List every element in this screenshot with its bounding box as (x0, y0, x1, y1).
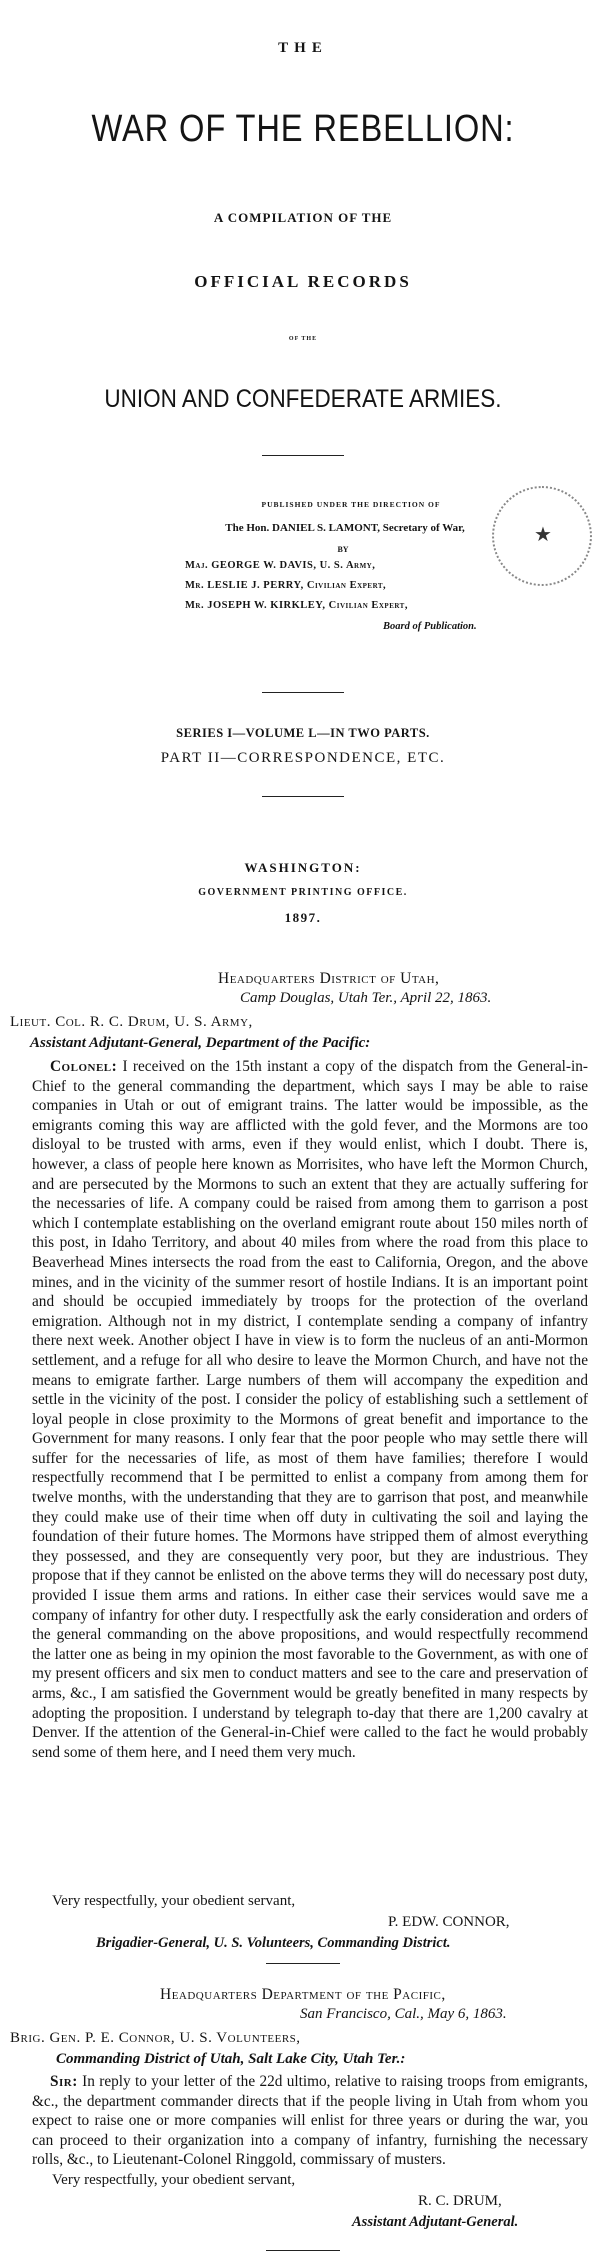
place-line: WASHINGTON: (244, 860, 362, 875)
letter1-place-date: Camp Douglas, Utah Ter., April 22, 1863. (240, 990, 492, 1006)
secretary-line: The Hon. DANIEL S. LAMONT, Secretary of War, (225, 522, 465, 534)
letter1-addressee: Lieut. Col. R. C. Drum, U. S. Army, (10, 1014, 253, 1030)
letter-separator (266, 1963, 340, 1964)
letter1-signature: P. EDW. CONNOR, (388, 1914, 510, 1930)
letter2-paragraph (32, 2072, 588, 2170)
letter2-addressee-title: Commanding District of Utah, Salt Lake City, Utah Ter.: (56, 2051, 406, 2067)
letter2-closing: Very respectfully, your obedient servant, (52, 2172, 296, 2188)
letter1-body-text: I received on the 15th instant a copy of the dispatch from the General-in-Chief to the general commanding the department, which says I may be able to raise companies in Utah or out of emigrant trains. The latter would be impossible, as the emigrants coming this way are afflicted with the gold fever, and the Mormons are too disloyal to be trusted with arms, even if they would enlist, which I doubt. There is, however, a class of people here known as Morrisites, who have left the Mormon Church, and are persecuted by the Mormons to such an extent that they are actually suffering for the necessaries of life. A company could be raised from among them to garrison a post which I contemplate establishing on the overland emigrant route about 150 miles north of this post, in Idaho Territory, and about 40 miles from where the road from this place to Beaverhead Mines intersects the road from the east to California, Oregon, and the above mines, and in the vicinity of the summer resort of hostile Indians. It is an important point and should be occupied immediately by troops for the protection of the overland emigration. Although not in my district, I contemplate sending a company of infantry there next week. Another object I have in view is to form the nucleus of an anti-Mormon settlement, and a refuge for all who desire to leave the Mormon Church, and have not the means to emigrate farther. Large numbers of them will accompany the expedition and settle in the vicinity of the post. I consider the policy of establishing such a settlement of loyal people in close proximity to the Mormons of great benefit and importance to the Government for many reasons. I only fear that the poor people who may settle there will suffer for the necessaries of life, as most of them have families; therefore I would respectfully recommend that I be permitted to enlist a company from among them for twelve months, with the understanding that they are to garrison that post, and meanwhile they could make use of their time when off duty in cultivating the soil and laying the foundation of their future homes. The Mormons have stripped them of almost everything they possessed, and they are consequently very poor, but they are industrious. They propose that if they cannot be enlisted on the above terms they will do necessary post duty, provided I issue them arms and rations. In either case their services would save me a company of infantry for other duty. I respectfully ask the early consideration and orders of the general commanding on the above propositions, and would respectfully recommend the latter one as being in my opinion the most favorable to the Government, as with one of my present officers and six men to conduct matters and see to the care and preservation of arms, &c., I am satisfied the Government would be greatly benefited in many respects by adopting the proposition. I understand by telegraph to-day that there are 1,200 cavalry at Denver. If the attention of the General-in-Chief were called to the fact he would probably send some of them here, and I need them very much. (32, 1058, 588, 1761)
title-rule-3 (262, 796, 344, 797)
letter1-closing: Very respectfully, your obedient servant, (52, 1893, 296, 1909)
editor-3: Mr. JOSEPH W. KIRKLEY, Civilian Expert, (185, 600, 408, 611)
board-of-publication: Board of Publication. (383, 621, 477, 632)
letter2-addressee: Brig. Gen. P. E. Connor, U. S. Volunteers, (10, 2030, 301, 2046)
series-line: SERIES I—VOLUME L—IN TWO PARTS. (176, 726, 430, 740)
armies-title: UNION AND CONFEDERATE ARMIES. (104, 385, 502, 413)
the-heading: THE (278, 40, 328, 56)
letter2-heading: Headquarters Department of the Pacific, (160, 1986, 446, 2003)
letter1-salutation: Colonel: (50, 1058, 118, 1075)
letter2-signature-title: Assistant Adjutant-General. (352, 2214, 519, 2230)
letter2-salutation: Sir: (50, 2073, 78, 2090)
title-rule (262, 455, 344, 456)
letter2-place-date: San Francisco, Cal., May 6, 1863. (300, 2006, 507, 2022)
letter1-heading: Headquarters District of Utah, (218, 970, 440, 987)
letter1-body (32, 1057, 588, 1887)
letter1-signature-title: Brigadier-General, U. S. Volunteers, Commanding District. (96, 1935, 451, 1951)
letter2-signature: R. C. DRUM, (418, 2193, 502, 2209)
title-rule-2 (262, 692, 344, 693)
letter1-paragraph (32, 1057, 588, 1762)
editor-1: Maj. GEORGE W. DAVIS, U. S. Army, (185, 560, 376, 571)
editor-2: Mr. LESLIE J. PERRY, Civilian Expert, (185, 580, 387, 591)
bottom-rule (266, 2250, 340, 2251)
letter1-addressee-title: Assistant Adjutant-General, Department of the Pacific: (30, 1035, 371, 1051)
printer-line: GOVERNMENT PRINTING OFFICE. (198, 887, 408, 898)
official-records: OFFICIAL RECORDS (194, 272, 412, 291)
by-line: BY (337, 545, 349, 554)
published-under: PUBLISHED UNDER THE DIRECTION OF (261, 500, 441, 509)
letter2-body-text: In reply to your letter of the 22d ultimo, relative to raising troops from emigrants, &c., the department commander directs that if the people living in Utah from whom you expect to raise one or more companies will enlist for three years or during the war, you can proceed to their organization into a company of infantry, furnishing the necessary rolls, &c., to Lieutenant-Colonel Ringgold, commissary of musters. (32, 2073, 589, 2169)
main-title: WAR OF THE REBELLION: (91, 108, 515, 150)
part-line: PART II—CORRESPONDENCE, ETC. (160, 750, 446, 766)
compilation-line: A COMPILATION OF THE (213, 210, 393, 225)
of-the-line: OF THE (288, 336, 318, 342)
library-stamp (492, 486, 592, 586)
star-icon: ★ (534, 524, 552, 546)
year-line: 1897. (284, 910, 322, 925)
